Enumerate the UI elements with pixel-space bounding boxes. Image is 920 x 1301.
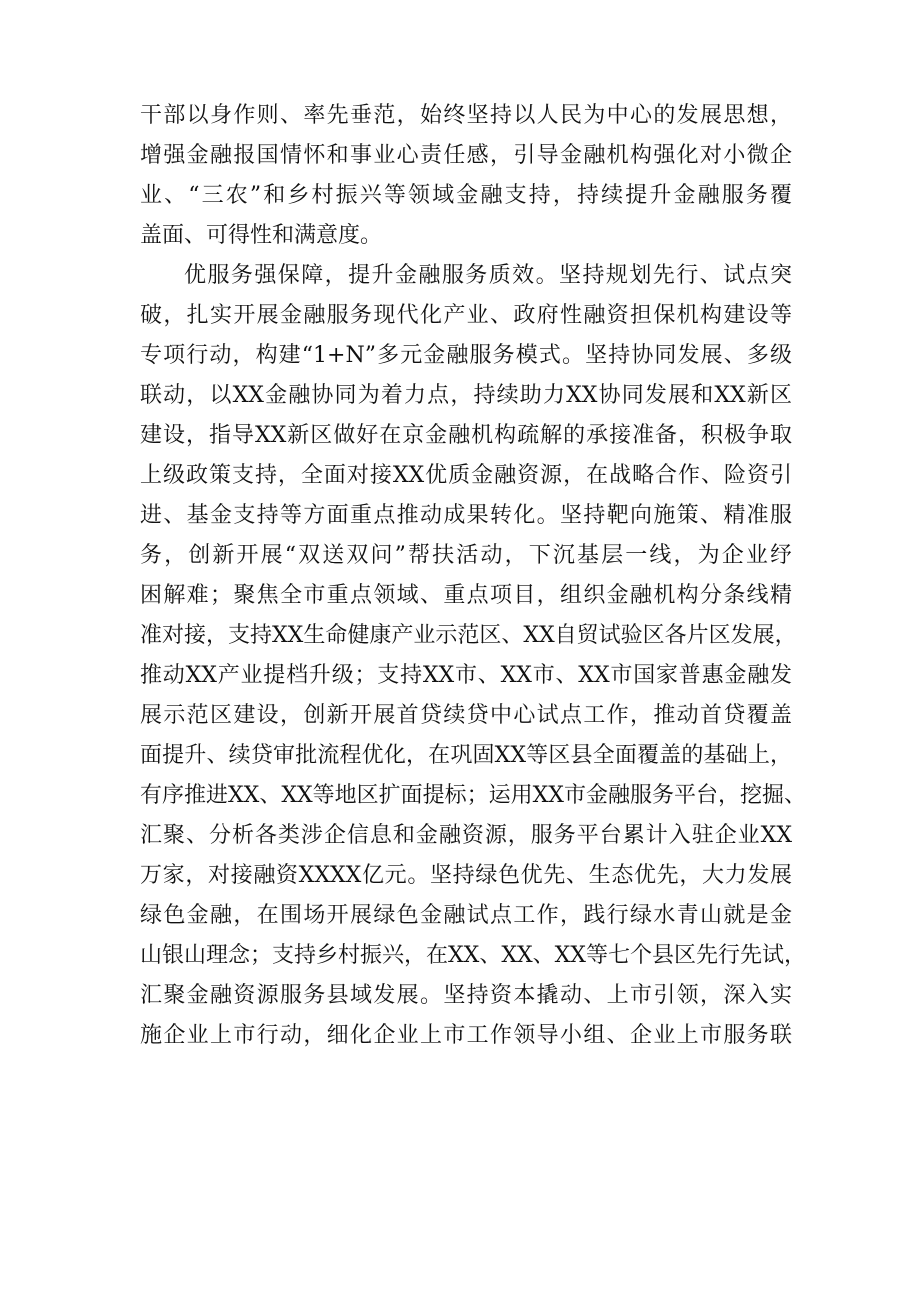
text-line: 盖面、可得性和满意度。 (140, 223, 383, 248)
text-line: 有序推进XX、XX等地区扩面提标；运用XX市金融服务平台，挖掘、 (140, 783, 806, 808)
text-line: 务，创新开展“双送双问”帮扶活动，下沉基层一线，为企业纾 (140, 543, 792, 568)
text-line: 施企业上市行动，细化企业上市工作领导小组、企业上市服务联 (140, 1023, 792, 1048)
text-line: 破，扎实开展金融服务现代化产业、政府性融资担保机构建设等 (140, 303, 792, 328)
text-line: 干部以身作则、率先垂范，始终坚持以人民为中心的发展思想， (140, 103, 792, 128)
paragraph-start-line: 优服务强保障，提升金融服务质效。坚持规划先行、试点突 (184, 263, 792, 288)
document-body (140, 96, 806, 1056)
text-line: 业、“三农”和乡村振兴等领域金融支持，持续提升金融服务覆 (140, 183, 792, 208)
text-line: 推动XX产业提档升级；支持XX市、XX市、XX市国家普惠金融发 (140, 663, 792, 688)
text-line: 汇聚金融资源服务县域发展。坚持资本撬动、上市引领，深入实 (140, 983, 792, 1008)
text-line: 联动，以XX金融协同为着力点，持续助力XX协同发展和XX新区 (140, 383, 792, 408)
text-line: 面提升、续贷审批流程优化，在巩固XX等区县全面覆盖的基础上， (140, 743, 792, 768)
text-line: 上级政策支持，全面对接XX优质金融资源，在战略合作、险资引 (140, 463, 792, 488)
text-line: 展示范区建设，创新开展首贷续贷中心试点工作，推动首贷覆盖 (140, 703, 792, 728)
text-line: 困解难；聚焦全市重点领域、重点项目，组织金融机构分条线精 (140, 583, 792, 608)
text-line: 绿色金融，在围场开展绿色金融试点工作，践行绿水青山就是金 (140, 903, 792, 928)
text-line: 汇聚、分析各类涉企信息和金融资源，服务平台累计入驻企业XX (140, 823, 792, 848)
text-line: 准对接，支持XX生命健康产业示范区、XX自贸试验区各片区发展， (140, 623, 797, 648)
text-line: 增强金融报国情怀和事业心责任感，引导金融机构强化对小微企 (140, 143, 792, 168)
text-line: 山银山理念；支持乡村振兴，在XX、XX、XX等七个县区先行先试， (140, 943, 806, 968)
text-line: 建设，指导XX新区做好在京金融机构疏解的承接准备，积极争取 (140, 423, 792, 448)
text-line: 进、基金支持等方面重点推动成果转化。坚持靶向施策、精准服 (140, 503, 792, 528)
text-line: 专项行动，构建“1+N”多元金融服务模式。坚持协同发展、多级 (140, 343, 792, 368)
text-line: 万家，对接融资XXXX亿元。坚持绿色优先、生态优先，大力发展 (140, 863, 792, 888)
